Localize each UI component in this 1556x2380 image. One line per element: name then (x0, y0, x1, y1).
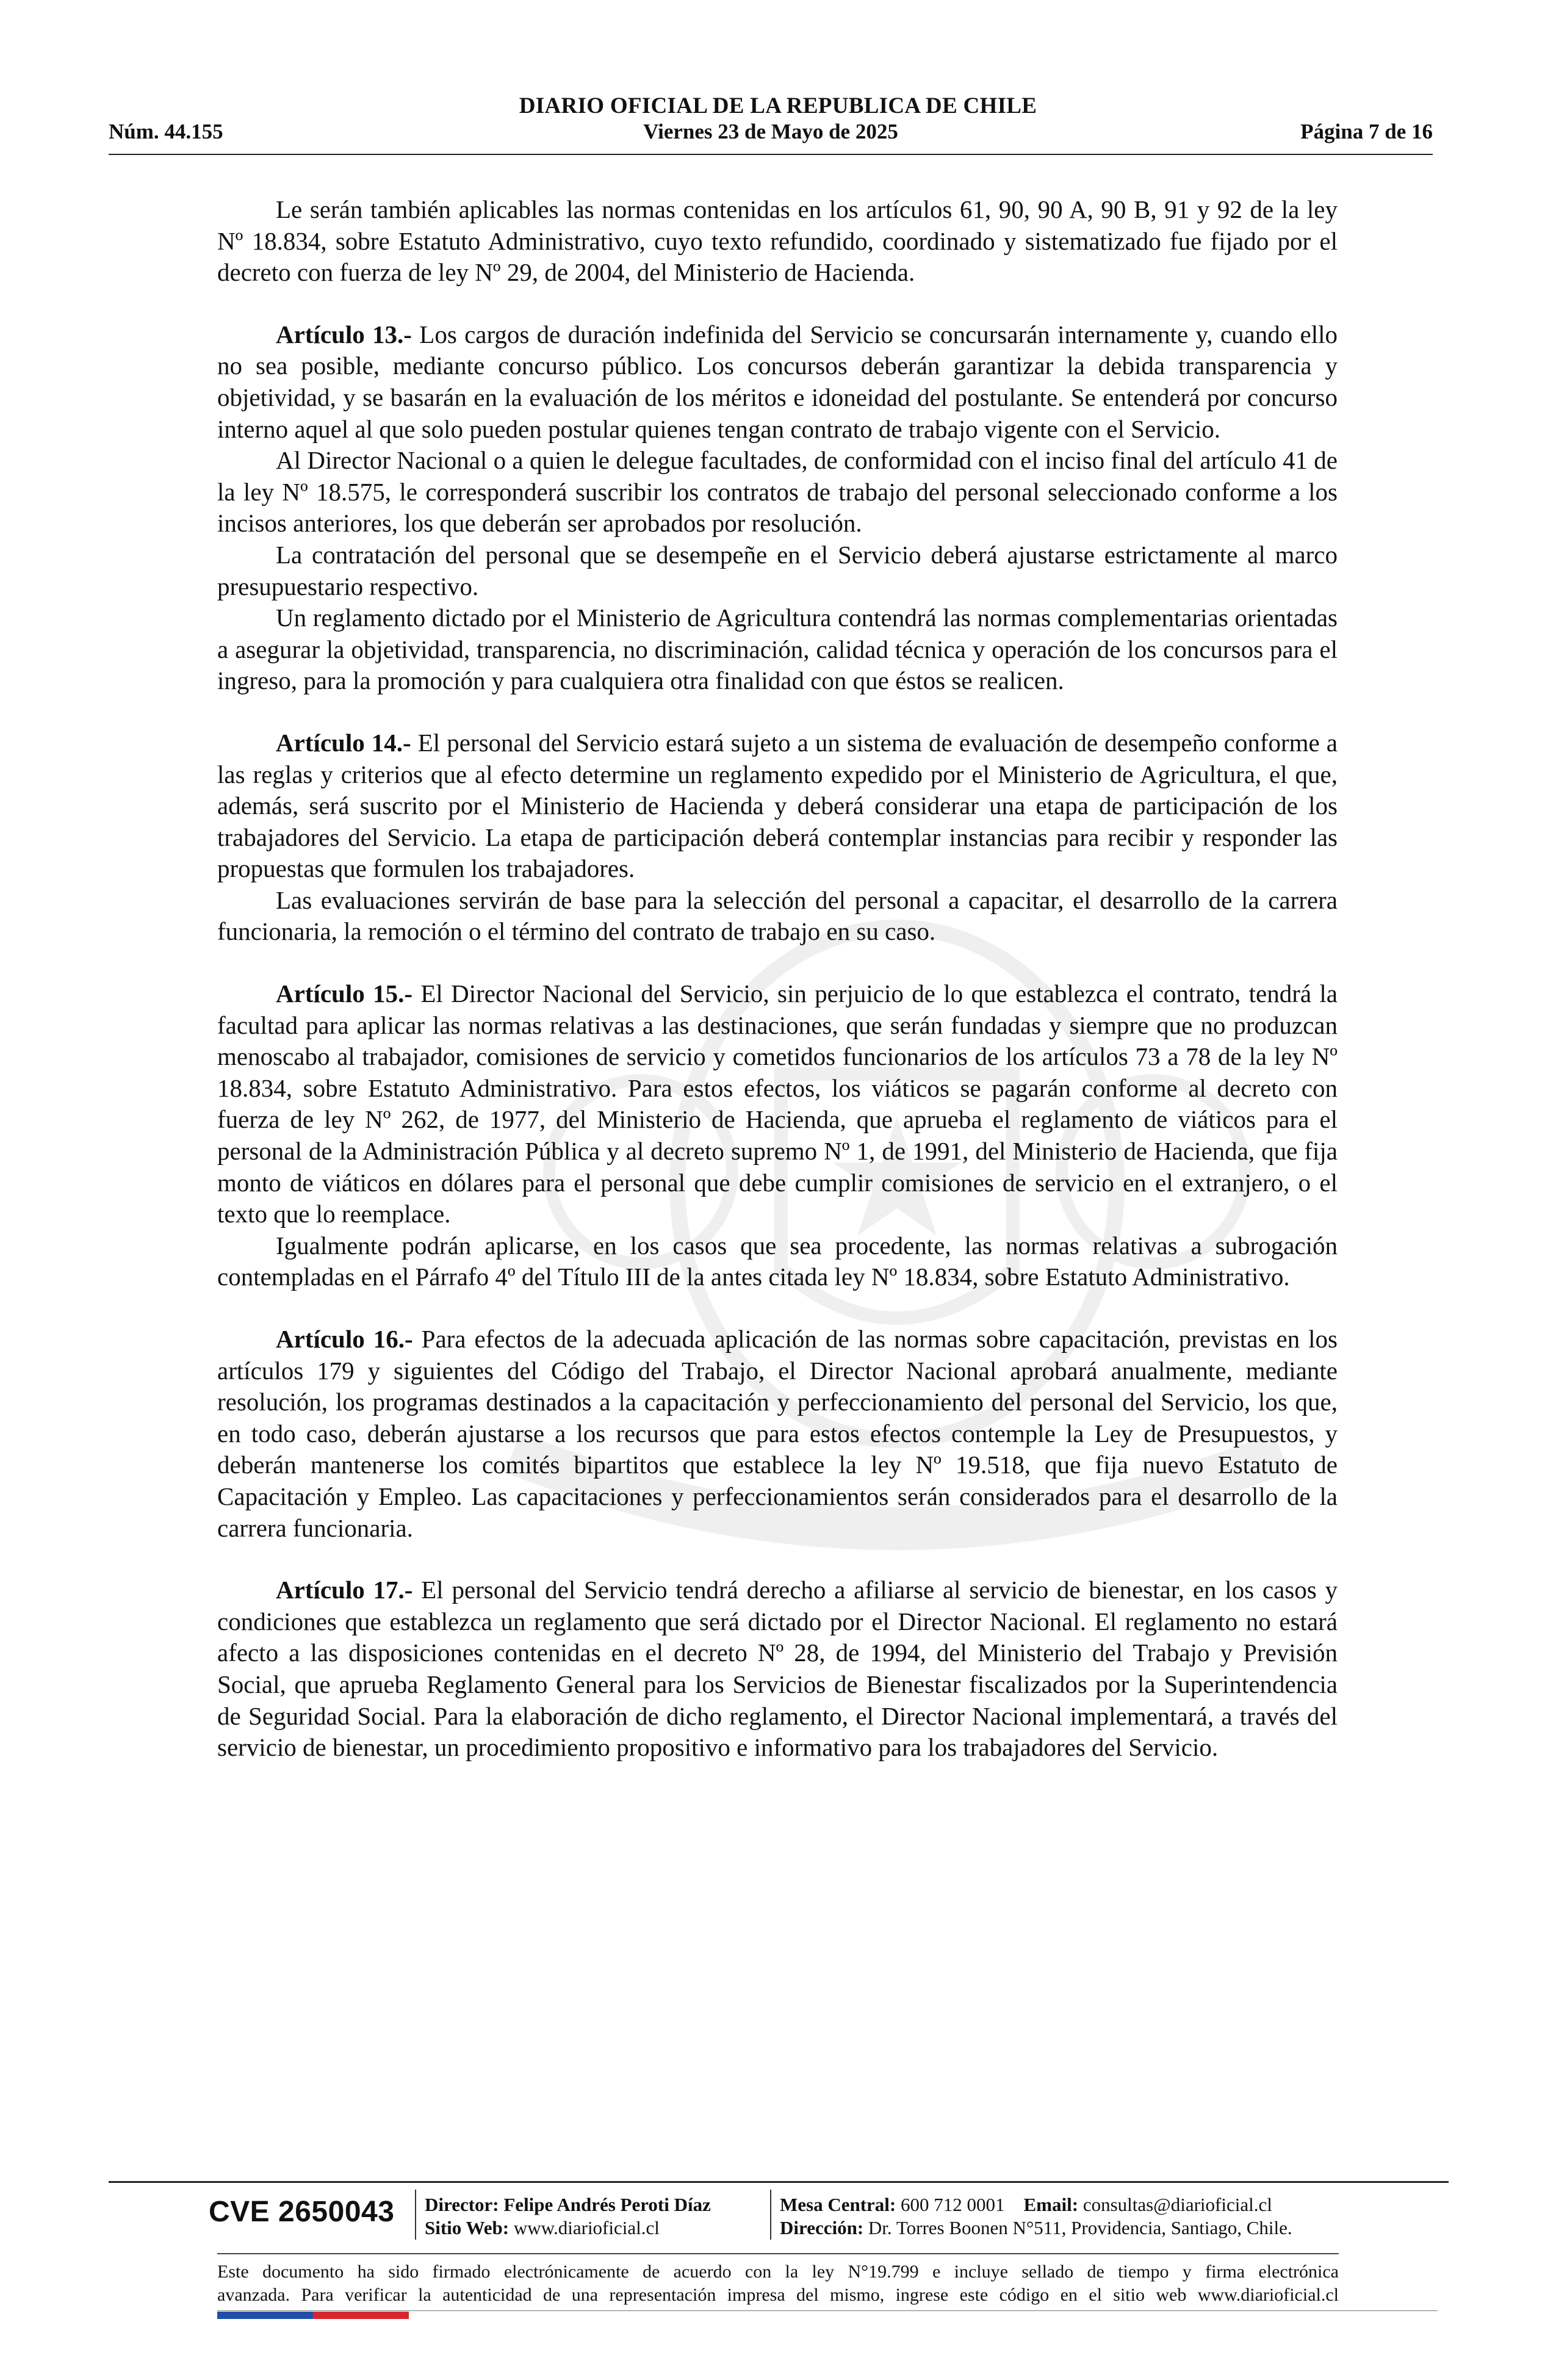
article-16 (217, 1324, 1338, 1544)
article-heading: Artículo 16.- (276, 1325, 413, 1353)
article-17 (217, 1574, 1338, 1764)
document-body (217, 194, 1338, 1764)
site-link[interactable]: www.diarioficial.cl (513, 2217, 660, 2238)
article-14 (217, 727, 1338, 885)
mesa-phone: 600 712 0001 (901, 2194, 1005, 2215)
article-text: El personal del Servicio tendrá derecho a afiliarse al servicio de bienestar, en los casos y condiciones que establezca un reglamento que será dictado por el Director Nacional. El reglamento no estará afecto a las disposiciones contenidas en el decreto Nº 28, de 1994, del Ministerio del Trabajo y Previsión Social, que aprueba Reglamento General para los Servicios de Bienestar fiscalizados por la Superintendencia de Seguridad Social. Para la elaboración de dicho reglamento, el Director Nacional implementará, a través del servicio de bienestar, un procedimiento propositivo e informativo para los trabajadores del Servicio. (217, 1576, 1338, 1762)
article-text: Para efectos de la adecuada aplicación de las normas sobre capacitación, previstas en los artículos 179 y siguientes del Código del Trabajo, el Director Nacional aprobará anualmente, mediante resolución, los programas destinados a la capacitación y perfeccionamiento del personal del Servicio, los que, en todo caso, deberán ajustarse a los recursos que para estos efectos contemple la Ley de Presupuestos, y deberán mantenerse los comités bipartitos que establece la ley Nº 19.518, que fija nuevo Estatuto de Capacitación y Empleo. Las capacitaciones y perfeccionamientos serán considerados para el desarrollo de la carrera funcionaria. (217, 1325, 1338, 1542)
footer-separator (770, 2190, 771, 2240)
article-13 (217, 319, 1338, 445)
journal-title: DIARIO OFICIAL DE LA REPUBLICA DE CHILE (519, 93, 1037, 118)
article-heading: Artículo 14.- (276, 728, 411, 757)
footer-divider (217, 2253, 1339, 2254)
article-text: El Director Nacional del Servicio, sin perjuicio de lo que establezca el contrato, tendrá la facultad para aplicar las normas relativas a las destinaciones, que serán fundadas y siempre que no produzcan menoscabo al trabajador, comisiones de servicio y cometidos funcionarios de los artículos 73 a 78 de la ley Nº 18.834, sobre Estatuto Administrativo. Para estos efectos, los viáticos se pagarán conforme al decreto con fuerza de ley Nº 262, de 1977, del Ministerio de Hacienda, que aprueba el reglamento de viáticos para el personal de la Administración Pública y al decreto supremo Nº 1, de 1991, del Ministerio de Hacienda, que fija monto de viáticos en dólares para el personal que debe cumplir comisiones de servicio en el extranjero, o el texto que lo reemplace. (217, 979, 1338, 1228)
article-heading: Artículo 13.- (276, 320, 412, 348)
paragraph: Las evaluaciones servirán de base para la selección del personal a capacitar, el desarrollo de la carrera funcionaria, la remoción o el término del contrato de trabajo en su caso. (217, 885, 1338, 946)
note-line: avanzada. Para verificar la autenticidad de una representación impresa del mismo, ingrese este código en el sitio web www.diarioficial.cl (217, 2285, 1339, 2305)
footer-separator (415, 2190, 416, 2240)
article-15 (217, 978, 1338, 1230)
mesa-label: Mesa Central: (780, 2194, 896, 2215)
article-heading: Artículo 17.- (276, 1576, 413, 1604)
article-text: El personal del Servicio estará sujeto a un sistema de evaluación de desempeño conforme a las reglas y criterios que al efecto determine un reglamento expedido por el Ministerio de Agricultura, el que, además, será suscrito por el Ministerio de Hacienda y deberá considerar una etapa de participación de los trabajadores del Servicio. La etapa de participación deberá contemplar instancias para recibir y responder las propuestas que formulen los trabajadores. (217, 728, 1338, 883)
paragraph: La contratación del personal que se desempeñe en el Servicio deberá ajustarse estrictamente al marco presupuestario respectivo. (217, 540, 1338, 600)
flag-color-bar (217, 2312, 409, 2319)
signature-note (217, 2260, 1339, 2307)
flag-red-segment (313, 2312, 409, 2319)
paragraph: Le serán también aplicables las normas contenidas en los artículos 61, 90, 90 A, 90 B, 91 y 92 de la ley Nº 18.834, sobre Estatuto Administrativo, cuyo texto refundido, coordinado y sistematizado fue fijado por el decreto con fuerza de ley Nº 29, de 2004, del Ministerio de Hacienda. (217, 195, 1338, 287)
email-label: Email: (1023, 2194, 1079, 2215)
paragraph: Igualmente podrán aplicarse, en los casos que sea procedente, las normas relativas a subrogación contempladas en el Párrafo 4º del Título III de la antes citada ley Nº 18.834, sobre Estatuto Administrativo. (217, 1231, 1338, 1291)
footer-director-block (425, 2193, 711, 2240)
footer-contact-block (780, 2193, 1292, 2240)
paragraph: Al Director Nacional o a quien le delegue facultades, de conformidad con el inciso final del artículo 41 de la ley Nº 18.575, le corresponderá suscribir los contratos de trabajo del personal seleccionado conforme a los incisos anteriores, los que deberán ser aprobados por resolución. (217, 446, 1338, 538)
issue-date: Viernes 23 de Mayo de 2025 (643, 120, 898, 143)
page-number: Página 7 de 16 (1300, 120, 1433, 143)
article-heading: Artículo 15.- (276, 979, 412, 1008)
address-label: Dirección: (780, 2217, 864, 2238)
header-divider (109, 154, 1433, 155)
article-text: Los cargos de duración indefinida del Servicio se concursarán internamente y, cuando ello no sea posible, mediante concurso público. Los concursos deberán garantizar la debida transparencia y objetividad, y se basarán en la evaluación de los méritos e idoneidad del postulante. Se entenderá por concurso interno aquel al que solo pueden postular quienes tengan contrato de trabajo vigente con el Servicio. (217, 320, 1338, 443)
director-label: Director: (425, 2194, 499, 2215)
issue-number: Núm. 44.155 (109, 120, 223, 143)
site-label: Sitio Web: (425, 2217, 510, 2238)
note-line: Este documento ha sido firmado electrónicamente de acuerdo con la ley N°19.799 e incluye sellado de tiempo y firma electrónica (217, 2262, 1339, 2282)
header-row (109, 120, 1433, 150)
paragraph: Un reglamento dictado por el Ministerio de Agricultura contendrá las normas complementarias orientadas a asegurar la objetividad, transparencia, no discriminación, calidad técnica y operación de los concursos para el ingreso, para la promoción y para cualquiera otra finalidad con que éstos se realicen. (217, 604, 1338, 695)
footer-divider (109, 2181, 1449, 2183)
footer-bottom-rule (217, 2310, 1438, 2311)
flag-blue-segment (217, 2312, 313, 2319)
address-value: Dr. Torres Boonen N°511, Providencia, Santiago, Chile. (868, 2217, 1292, 2238)
director-name: Felipe Andrés Peroti Díaz (503, 2194, 711, 2215)
cve-code: CVE 2650043 (209, 2196, 395, 2228)
email-link[interactable]: consultas@diarioficial.cl (1082, 2194, 1272, 2215)
